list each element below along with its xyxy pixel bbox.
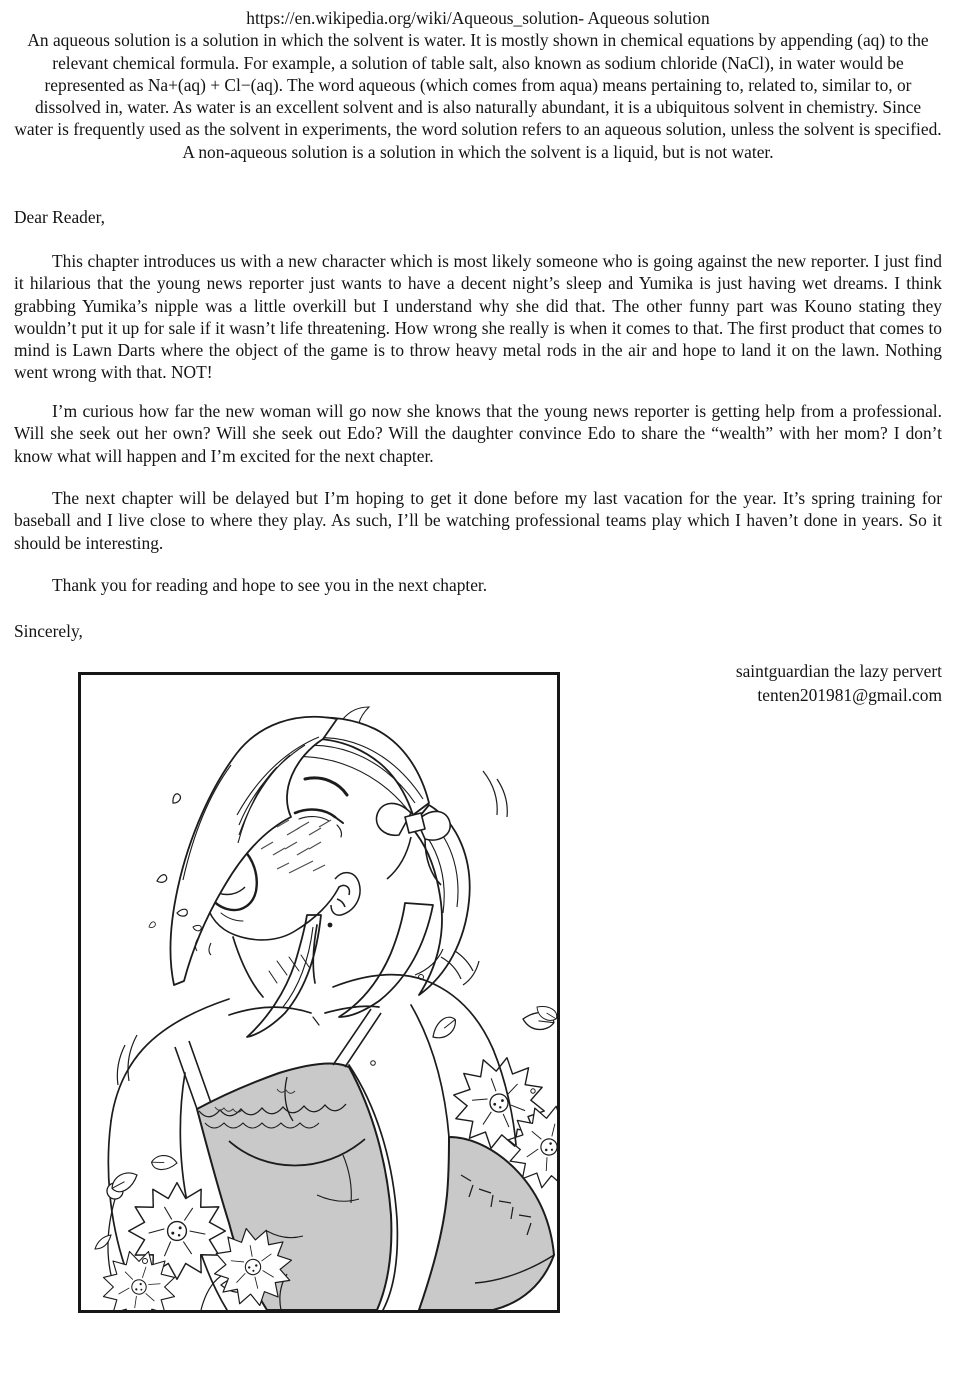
letter-paragraph-3: The next chapter will be delayed but I’m hoping to get it done before my last vacation for the year. It’s spring training for baseball and I live close to where they play. As such, I’ll be watching professional teams play which I haven’t done in years. So it should be interesting. — [14, 488, 942, 553]
letter-paragraph-2: I’m curious how far the new woman will go now she knows that the young news reporter is getting help from a professional. Will she seek out her own? Will she seek out Edo? Will the daughter convince Edo to share the “wealth” with her mom? I don’t know what will happen and I’m excited for the next chapter. — [14, 401, 942, 466]
wikipedia-url-line: https://en.wikipedia.org/wiki/Aqueous_solution- Aqueous solution — [246, 8, 710, 28]
letter-paragraph-4: Thank you for reading and hope to see you in the next chapter. — [52, 575, 488, 595]
illustration-frame — [78, 672, 560, 1313]
aqueous-excerpt-block — [14, 7, 942, 163]
aqueous-definition-text: An aqueous solution is a solution in which the solvent is water. It is mostly shown in chemical equations by appending (aq) to the relevant chemical formula. For example, a solution of table salt, also known as sodium chloride (NaCl), in water would be represented as Na+(aq) + Cl−(aq). The word aqueous (which comes from aqua) means pertaining to, related to, similar to, or dissolved in, water. As water is an excellent solvent and is also naturally abundant, it is a ubiquitous solvent in chemistry. Since water is frequently used as the solvent in experiments, the word solution refers to an aqueous solution, unless the solvent is specified. — [14, 30, 942, 140]
signature-name: saintguardian the lazy pervert — [735, 661, 942, 681]
ear — [328, 873, 360, 928]
letter-closing: Sincerely, — [14, 621, 83, 641]
letter-salutation: Dear Reader, — [14, 207, 106, 227]
manga-illustration — [81, 675, 557, 1310]
letter-paragraph-1: This chapter introduces us with a new character which is most likely someone who is going against the new reporter. I just find it hilarious that the young news reporter just wants to have a decent night’s sleep and Yumika is just having wet dreams. I think grabbing Yumika’s nipple was a little overkill but I understand why she did that. The other funny part was Kouno stating they wouldn’t put it up for sale if it wasn’t life threatening. How wrong she really is when it comes to that. The first product that comes to mind is Lawn Darts where the object of the game is to throw heavy metal rods in the air and hope to land it on the lawn. Nothing went wrong with that. NOT! — [14, 251, 942, 383]
signature-email: tenten201981@gmail.com — [757, 684, 942, 705]
non-aqueous-line: A non-aqueous solution is a solution in which the solvent is a liquid, but is not water. — [182, 141, 774, 162]
